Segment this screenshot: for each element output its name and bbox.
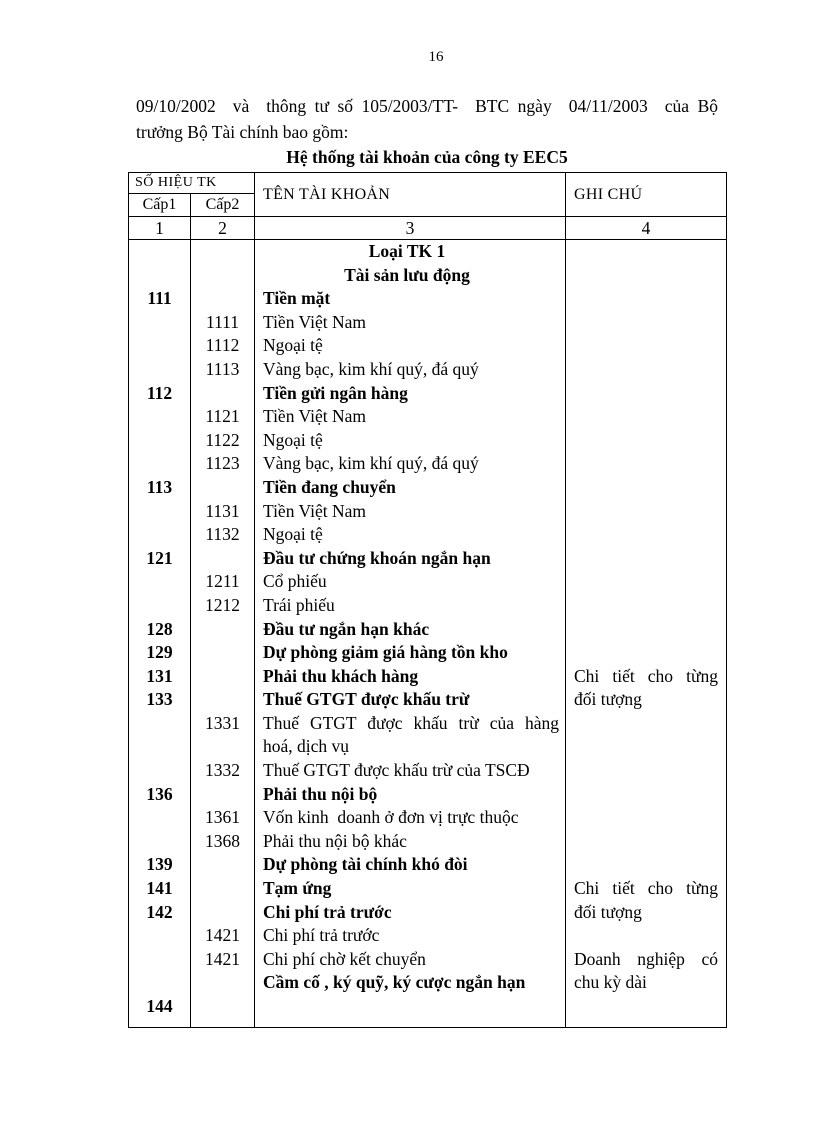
account-code-cap1 bbox=[129, 594, 190, 618]
account-code-cap2 bbox=[191, 618, 254, 642]
account-code-cap1 bbox=[129, 311, 190, 335]
column-number-1: 1 bbox=[129, 217, 191, 240]
account-note bbox=[566, 995, 726, 1019]
account-code-cap1: 131 bbox=[146, 665, 173, 686]
account-code-cap1: 129 bbox=[146, 642, 173, 663]
account-code-cap2: 1368 bbox=[205, 830, 240, 851]
account-note bbox=[566, 853, 726, 877]
account-name: Dự phòng giảm giá hàng tồn kho bbox=[263, 642, 508, 663]
account-name: Chi phí trả trước bbox=[263, 925, 380, 946]
account-code-cap2 bbox=[191, 287, 254, 311]
account-code-cap2: 1132 bbox=[205, 524, 240, 545]
intro-line-1: 09/10/2002 và thông tư số 105/2003/TT- BTC ngày 04/11/2003 của Bộ bbox=[136, 96, 718, 116]
account-name: hoá, dịch vụ bbox=[263, 736, 350, 757]
account-name-column bbox=[255, 240, 566, 1028]
account-code-cap2: 1421 bbox=[205, 948, 240, 969]
account-name: Tài sản lưu động bbox=[344, 264, 470, 285]
account-code-cap2: 1212 bbox=[205, 594, 240, 615]
account-name: Đầu tư chứng khoán ngắn hạn bbox=[263, 547, 491, 568]
account-name: Ngoại tệ bbox=[263, 335, 323, 356]
account-code-cap2: 1122 bbox=[205, 429, 240, 450]
account-note: Chi tiết cho từng bbox=[574, 878, 718, 899]
account-code-cap1 bbox=[129, 570, 190, 594]
account-note bbox=[566, 806, 726, 830]
account-note bbox=[566, 924, 726, 948]
account-note bbox=[566, 452, 726, 476]
account-note bbox=[566, 240, 726, 264]
account-code-cap2 bbox=[191, 382, 254, 406]
table-bottom-spacer bbox=[129, 1019, 190, 1027]
cap2-column bbox=[191, 240, 255, 1028]
account-note bbox=[566, 429, 726, 453]
account-note bbox=[566, 618, 726, 642]
account-table bbox=[128, 172, 727, 1028]
account-note: đối tượng bbox=[574, 689, 642, 710]
account-code-cap2 bbox=[191, 688, 254, 712]
account-note bbox=[566, 405, 726, 429]
account-code-cap2 bbox=[191, 641, 254, 665]
account-name: Loại TK 1 bbox=[368, 241, 446, 261]
account-code-cap2 bbox=[191, 547, 254, 571]
account-name: Thuế GTGT được khấu trừ của TSCĐ bbox=[263, 760, 530, 781]
account-name: Ngoại tệ bbox=[263, 524, 323, 545]
account-name: Vàng bạc, kim khí quý, đá quý bbox=[263, 358, 479, 379]
account-code-cap1: 121 bbox=[146, 547, 173, 568]
account-name: Chi phí trả trước bbox=[263, 901, 392, 922]
account-code-cap2 bbox=[191, 853, 254, 877]
account-code-cap1 bbox=[129, 830, 190, 854]
account-code-cap2 bbox=[191, 240, 254, 264]
header-ten-tai-khoan: TÊN TÀI KHOẢN bbox=[255, 173, 566, 217]
account-note: Chi tiết cho từng bbox=[574, 665, 718, 686]
account-name: Chi phí chờ kết chuyển bbox=[263, 948, 426, 969]
account-code-cap2: 1211 bbox=[205, 571, 240, 592]
column-number-4: 4 bbox=[566, 217, 727, 240]
account-code-cap2 bbox=[191, 901, 254, 925]
account-name: Tạm ứng bbox=[263, 878, 332, 899]
account-code-cap2 bbox=[191, 476, 254, 500]
account-code-cap2 bbox=[191, 665, 254, 689]
account-name: Ngoại tệ bbox=[263, 429, 323, 450]
account-name: Phải thu nội bộ bbox=[263, 783, 378, 804]
account-code-cap1 bbox=[129, 712, 190, 736]
header-cap1: Cấp1 bbox=[129, 194, 191, 217]
account-code-cap2: 1331 bbox=[205, 712, 240, 733]
account-code-cap1 bbox=[129, 264, 190, 288]
account-code-cap1 bbox=[129, 971, 190, 995]
account-code-cap1: 112 bbox=[146, 382, 173, 403]
account-code-cap2 bbox=[191, 735, 254, 759]
account-code-cap1 bbox=[129, 405, 190, 429]
account-note bbox=[566, 759, 726, 783]
account-code-cap2: 1113 bbox=[205, 358, 240, 379]
account-name: Tiền đang chuyển bbox=[263, 476, 396, 497]
intro-paragraph bbox=[136, 93, 718, 145]
account-code-cap1: 113 bbox=[146, 476, 173, 497]
account-note bbox=[566, 594, 726, 618]
account-code-cap2: 1123 bbox=[205, 453, 240, 474]
note-column bbox=[566, 240, 727, 1028]
account-note bbox=[566, 783, 726, 807]
column-number-2: 2 bbox=[191, 217, 255, 240]
column-number-3: 3 bbox=[255, 217, 566, 240]
table-bottom-spacer bbox=[191, 1019, 254, 1027]
intro-line-2: trưởng Bộ Tài chính bao gồm: bbox=[136, 122, 349, 142]
account-name: Dự phòng tài chính khó đòi bbox=[263, 854, 468, 875]
account-code-cap2: 1121 bbox=[205, 406, 240, 427]
account-code-cap2 bbox=[191, 995, 254, 1019]
account-code-cap2: 1421 bbox=[205, 925, 240, 946]
account-code-cap2 bbox=[191, 264, 254, 288]
table-bottom-spacer bbox=[255, 1019, 565, 1027]
account-name: Phải thu nội bộ khác bbox=[263, 830, 407, 851]
account-name: Thuế GTGT được khấu trừ bbox=[263, 689, 470, 710]
account-code-cap1: 136 bbox=[146, 783, 173, 804]
account-name: Vàng bạc, kim khí quý, đá quý bbox=[263, 453, 479, 474]
account-code-cap2 bbox=[191, 783, 254, 807]
account-code-cap1 bbox=[129, 452, 190, 476]
account-code-cap1 bbox=[129, 948, 190, 972]
account-note bbox=[566, 547, 726, 571]
header-so-hieu-tk: SỐ HIỆU TK bbox=[129, 173, 255, 194]
account-note bbox=[566, 382, 726, 406]
account-code-cap1: 142 bbox=[146, 901, 173, 922]
account-code-cap1 bbox=[129, 759, 190, 783]
account-code-cap2: 1361 bbox=[205, 807, 240, 828]
account-note bbox=[566, 735, 726, 759]
account-code-cap1 bbox=[129, 500, 190, 524]
account-code-cap1 bbox=[129, 806, 190, 830]
account-code-cap2: 1112 bbox=[205, 335, 240, 356]
account-code-cap1: 141 bbox=[146, 878, 173, 899]
account-note bbox=[566, 570, 726, 594]
account-code-cap1 bbox=[129, 240, 190, 264]
account-code-cap1: 144 bbox=[146, 996, 173, 1016]
account-name: Phải thu khách hàng bbox=[263, 665, 419, 686]
account-note: chu kỳ dài bbox=[574, 972, 647, 993]
account-code-cap1 bbox=[129, 924, 190, 948]
account-name: Cổ phiếu bbox=[263, 571, 327, 592]
cap1-column bbox=[129, 240, 191, 1028]
account-note bbox=[566, 830, 726, 854]
account-name bbox=[255, 995, 565, 1019]
account-name: Tiền Việt Nam bbox=[263, 406, 366, 427]
account-name: Đầu tư ngắn hạn khác bbox=[263, 618, 430, 639]
account-code-cap1 bbox=[129, 358, 190, 382]
account-name: Cầm cố , ký quỹ, ký cược ngắn hạn bbox=[263, 972, 526, 993]
account-code-cap1 bbox=[129, 523, 190, 547]
header-ghi-chu: GHI CHÚ bbox=[566, 173, 727, 217]
account-code-cap1 bbox=[129, 429, 190, 453]
account-name: Vốn kinh doanh ở đơn vị trực thuộc bbox=[263, 807, 519, 828]
account-code-cap1: 139 bbox=[146, 854, 173, 875]
account-code-cap1: 133 bbox=[146, 689, 173, 710]
account-note bbox=[566, 311, 726, 335]
account-code-cap2 bbox=[191, 971, 254, 995]
account-code-cap1 bbox=[129, 334, 190, 358]
account-name: Tiền Việt Nam bbox=[263, 311, 366, 332]
account-code-cap2: 1131 bbox=[205, 500, 240, 521]
table-bottom-spacer bbox=[566, 1019, 726, 1027]
account-note bbox=[566, 500, 726, 524]
account-note: Doanh nghiệp có bbox=[574, 948, 718, 969]
account-name: Tiền Việt Nam bbox=[263, 500, 366, 521]
account-code-cap2: 1332 bbox=[205, 760, 240, 781]
account-name: Thuế GTGT được khấu trừ của hàng bbox=[263, 712, 559, 733]
account-code-cap1 bbox=[129, 735, 190, 759]
account-note bbox=[566, 712, 726, 736]
account-code-cap1: 128 bbox=[146, 618, 173, 639]
account-note bbox=[566, 358, 726, 382]
account-code-cap2: 1111 bbox=[205, 311, 240, 332]
page-number: 16 bbox=[428, 49, 444, 65]
account-name: Trái phiếu bbox=[263, 594, 335, 615]
account-code-cap2 bbox=[191, 877, 254, 901]
account-code-cap1: 111 bbox=[147, 288, 172, 309]
account-note bbox=[566, 264, 726, 288]
account-note bbox=[566, 334, 726, 358]
table-title: Hệ thống tài khoản của công ty EEC5 bbox=[286, 147, 568, 167]
header-cap2: Cấp2 bbox=[191, 194, 255, 217]
account-name: Tiền gửi ngân hàng bbox=[263, 382, 408, 403]
account-note: đối tượng bbox=[574, 901, 642, 922]
account-note bbox=[566, 287, 726, 311]
account-note bbox=[566, 523, 726, 547]
account-name: Tiền mặt bbox=[263, 288, 331, 309]
account-note bbox=[566, 476, 726, 500]
account-note bbox=[566, 641, 726, 665]
